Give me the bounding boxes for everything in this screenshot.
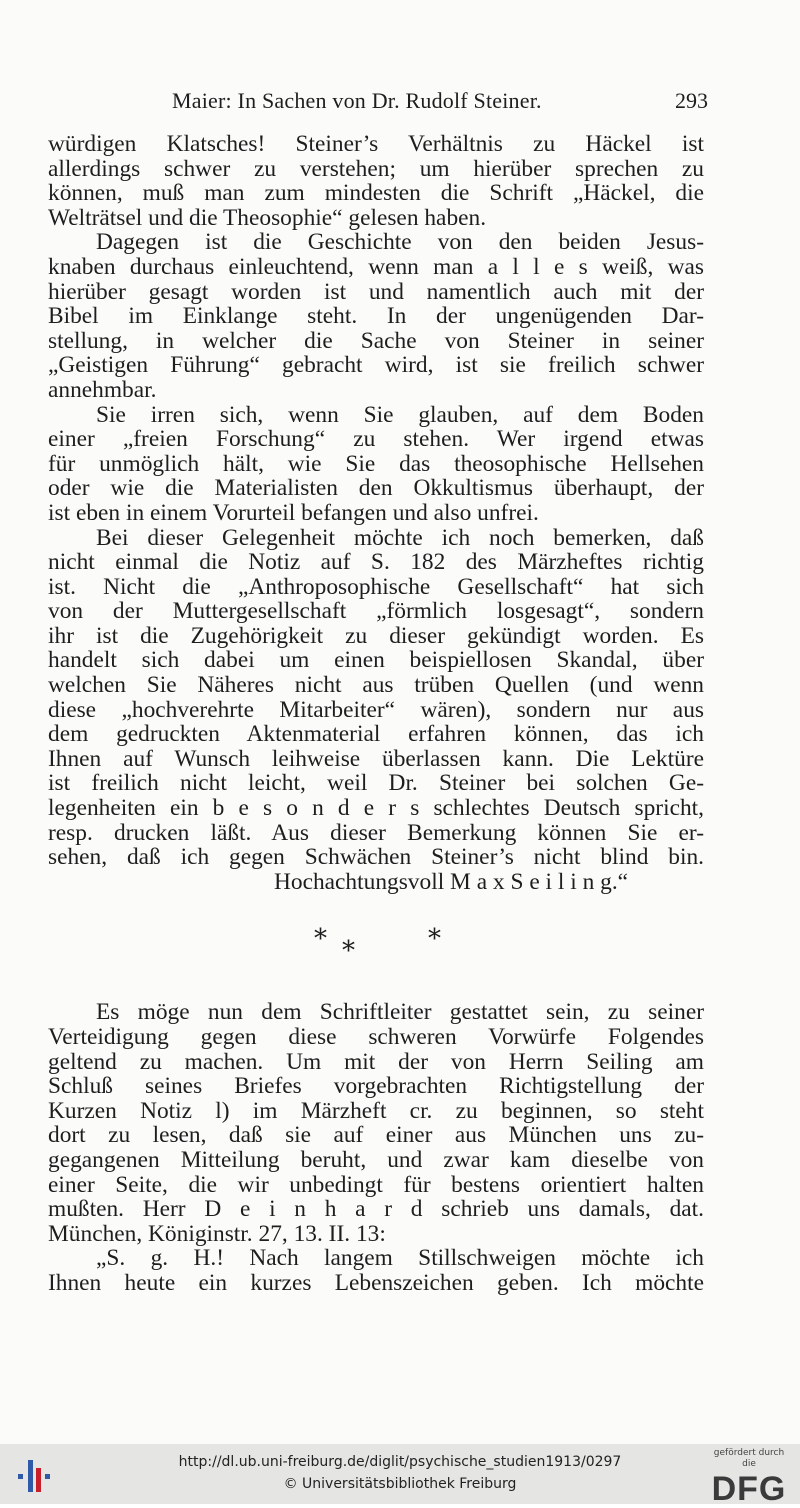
text-line: Es möge nun dem Schriftleiter gestattet sein, zu seiner	[96, 1000, 704, 1025]
text-line: dem gedruckten Aktenmaterial erfahren können, das ich	[48, 722, 704, 747]
text-line: handelt sich dabei um einen beispiellosen Skandal, über	[48, 648, 704, 674]
text-line: ihr ist die Zugehörigkeit zu dieser gekündigt worden. Es	[48, 623, 704, 649]
running-title: Maier: In Sachen von Dr. Rudolf Steiner.	[172, 88, 542, 113]
text-line: würdigen Klatsches! Steiner’s Verhältnis zu Häckel ist	[48, 132, 704, 157]
text-line: annehmbar.	[48, 377, 157, 403]
separator-asterisk: *	[342, 936, 355, 967]
text-line: sehen, daß ich gegen Schwächen Steiner’s nicht blind bin.	[48, 845, 704, 870]
text-line: einer „freien Forschung“ zu stehen. Wer irgend etwas	[48, 427, 704, 452]
text-line: können, muß man zum mindesten die Schrift „Häckel, die	[48, 181, 704, 206]
text-line: legenheiten ein b e s o n d e r s schlechtes Deutsch spricht,	[48, 796, 704, 821]
dfg-funding-note: gefördert durch die	[713, 1448, 785, 1469]
text-line: von der Muttergesellschaft „förmlich losgesagt“, sondern	[48, 599, 704, 624]
section-separator	[48, 924, 704, 967]
text-line: ist eben in einem Vorurteil befangen und also unfrei.	[48, 500, 539, 526]
running-header	[48, 88, 708, 118]
text-line: dort zu lesen, daß sie auf einer aus München uns zu-	[48, 1123, 704, 1148]
text-line: „Geistigen Führung“ gebracht wird, ist sie freilich schwer	[48, 353, 704, 378]
page-number: 293	[675, 88, 708, 113]
text-line: hierüber gesagt worden ist und namentlich auch mit der	[48, 279, 704, 305]
text-line: einer Seite, die wir unbedingt für bestens orientiert halten	[48, 1172, 704, 1198]
text-line: knaben durchaus einleuchtend, wenn man a l l e s weiß, was	[48, 254, 704, 280]
text-line: welchen Sie Näheres nicht aus trüben Quellen (und wenn	[48, 673, 704, 698]
text-line: „S. g. H.! Nach langem Stillschweigen möchte ich	[96, 1246, 704, 1271]
text-line: oder wie die Materialisten den Okkultismus überhaupt, der	[48, 476, 704, 501]
copyright-notice: © Universitätsbibliothek Freiburg	[283, 1476, 517, 1492]
text-line: gegangenen Mitteilung beruht, und zwar kam dieselbe von	[48, 1147, 704, 1173]
text-line: München, Königinstr. 27, 13. II. 13:	[48, 1221, 386, 1247]
text-line: Ihnen heute ein kurzes Lebenszeichen geben. Ich möchte	[48, 1270, 704, 1296]
dfg-logo-text: DFG	[711, 1470, 787, 1508]
dfg-logo-icon	[706, 1448, 792, 1508]
text-line: diese „hochverehrte Mitarbeiter“ wären), sondern nur aus	[48, 697, 704, 723]
text-line: ist. Nicht die „Anthroposophische Gesellschaft“ hat sich	[48, 574, 704, 600]
text-line: Bibel im Einklange steht. In der ungenügenden Dar-	[48, 304, 704, 329]
text-line: Schluß seines Briefes vorgebrachten Richtigstellung der	[48, 1074, 704, 1099]
permalink-url[interactable]: http://dl.ub.uni-freiburg.de/diglit/psychische_studien1913/0297	[178, 1454, 622, 1470]
separator-asterisk: *	[428, 924, 441, 955]
text-line: geltend zu machen. Um mit der von Herrn Seiling am	[48, 1049, 704, 1075]
signature-line: Hochachtungsvoll M a x S e i l i n g.“	[274, 869, 629, 895]
text-line: stellung, in welcher die Sache von Steiner in seiner	[48, 328, 704, 354]
viewer-footer	[0, 1444, 800, 1508]
text-line: Sie irren sich, wenn Sie glauben, auf dem Boden	[96, 402, 704, 428]
text-line: mußten. Herr D e i n h a r d schrieb uns damals, dat.	[48, 1197, 704, 1222]
text-line: resp. drucken läßt. Aus dieser Bemerkung können Sie er-	[48, 820, 704, 846]
text-line: allerdings schwer zu verstehen; um hierüber sprechen zu	[48, 156, 704, 182]
text-line: Welträtsel und die Theosophie“ gelesen haben.	[48, 205, 487, 231]
body-text	[48, 132, 704, 1296]
text-line: ist freilich nicht leicht, weil Dr. Steiner bei solchen Ge-	[48, 771, 704, 797]
text-line: Kurzen Notiz l) im Märzheft cr. zu beginnen, so steht	[48, 1098, 704, 1124]
text-line: Dagegen ist die Geschichte von den beiden Jesus-	[96, 230, 704, 255]
text-line: Verteidigung gegen diese schweren Vorwürfe Folgendes	[48, 1025, 704, 1050]
text-line: Ihnen auf Wunsch leihweise überlassen kann. Die Lektüre	[48, 746, 704, 772]
text-line: nicht einmal die Notiz auf S. 182 des Märzheftes richtig	[48, 550, 704, 575]
text-line: Bei dieser Gelegenheit möchte ich noch bemerken, daß	[96, 525, 704, 551]
text-line: für unmöglich hält, wie Sie das theosophische Hellsehen	[48, 451, 704, 477]
separator-asterisk: *	[314, 924, 327, 955]
